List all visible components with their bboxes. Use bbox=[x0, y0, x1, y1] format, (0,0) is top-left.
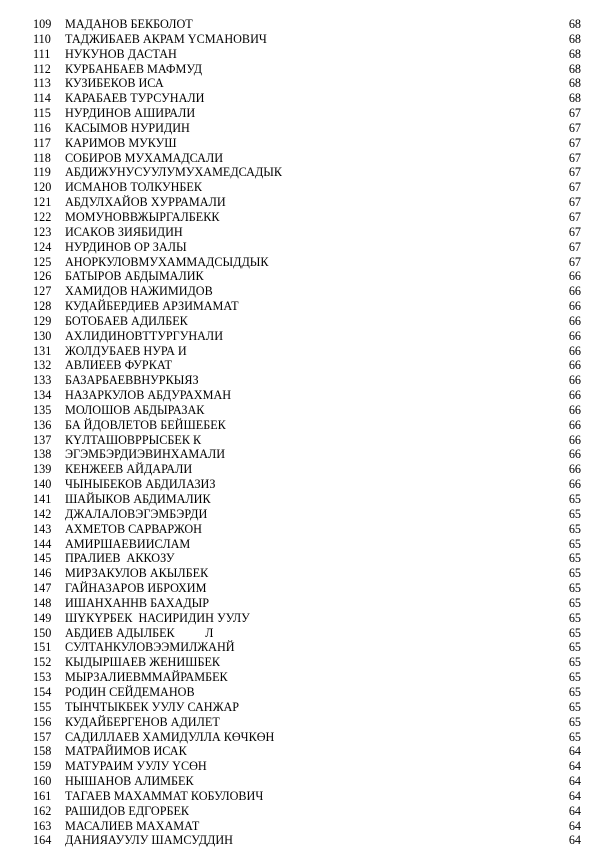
list-row bbox=[0, 804, 613, 819]
list-row bbox=[0, 551, 613, 566]
list-row bbox=[0, 329, 613, 344]
person-name: НУКУНОВ ДАСТАН bbox=[65, 46, 177, 61]
row-number: 150 bbox=[33, 625, 52, 640]
row-number: 136 bbox=[33, 417, 52, 432]
row-number: 126 bbox=[33, 269, 52, 284]
score-value: 65 bbox=[568, 521, 581, 536]
list-row bbox=[0, 91, 613, 106]
row-number: 144 bbox=[33, 536, 52, 551]
row-number: 119 bbox=[33, 165, 51, 180]
row-number: 157 bbox=[33, 729, 52, 744]
list-row bbox=[0, 640, 613, 655]
list-row bbox=[0, 700, 613, 715]
person-name: КУДАЙБЕРГЕНОВ АДИЛЕТ bbox=[65, 714, 220, 729]
list-row bbox=[0, 418, 613, 433]
row-number: 153 bbox=[33, 670, 52, 685]
list-row bbox=[0, 32, 613, 47]
person-name: НАЗАРКУЛОВ АБДУРАХМАН bbox=[65, 388, 232, 403]
score-value: 65 bbox=[568, 714, 581, 729]
list-row bbox=[0, 789, 613, 804]
list-row bbox=[0, 462, 613, 477]
list-row bbox=[0, 269, 613, 284]
row-number: 162 bbox=[33, 803, 52, 818]
person-name: МАТУРАИМ УУЛУ ҮСӨН bbox=[65, 759, 207, 774]
score-value: 65 bbox=[568, 595, 581, 610]
score-value: 66 bbox=[568, 417, 581, 432]
person-name: ТАДЖИБАЕВ АКРАМ ҮСМАНОВИЧ bbox=[65, 31, 267, 46]
score-value: 67 bbox=[568, 150, 581, 165]
list-row bbox=[0, 759, 613, 774]
person-name: СУЛТАНКУЛОВЭЭМИЛЖАНЙ bbox=[65, 640, 235, 655]
score-value: 64 bbox=[568, 788, 581, 803]
row-number: 112 bbox=[33, 61, 51, 76]
list-row bbox=[0, 225, 613, 240]
list-row bbox=[0, 240, 613, 255]
list-row bbox=[0, 670, 613, 685]
score-value: 66 bbox=[568, 313, 581, 328]
score-value: 65 bbox=[568, 566, 581, 581]
row-number: 125 bbox=[33, 254, 52, 269]
score-value: 67 bbox=[568, 180, 581, 195]
row-number: 120 bbox=[33, 180, 52, 195]
list-row bbox=[0, 76, 613, 91]
person-name: АХМЕТОВ САРВАРЖОН bbox=[65, 521, 202, 536]
list-row bbox=[0, 507, 613, 522]
score-value: 65 bbox=[568, 551, 581, 566]
score-value: 67 bbox=[568, 120, 581, 135]
list-row bbox=[0, 106, 613, 121]
list-row bbox=[0, 373, 613, 388]
person-name: БОТОБАЕВ АДИЛБЕК bbox=[65, 313, 188, 328]
person-name: МОЛОШОВ АБДЫРАЗАК bbox=[65, 402, 205, 417]
list-row bbox=[0, 492, 613, 507]
list-row bbox=[0, 433, 613, 448]
row-number: 159 bbox=[33, 759, 52, 774]
row-number: 124 bbox=[33, 239, 52, 254]
person-name: ШАЙЫКОВ АБДИМАЛИК bbox=[65, 492, 211, 506]
score-value: 66 bbox=[568, 402, 581, 417]
row-number: 147 bbox=[33, 581, 52, 596]
row-number: 131 bbox=[33, 343, 52, 358]
list-row bbox=[0, 715, 613, 730]
list-row bbox=[0, 833, 613, 848]
list-row bbox=[0, 819, 613, 834]
score-value: 64 bbox=[568, 833, 581, 848]
person-name: КУЗИБЕКОВ ИСА bbox=[65, 76, 164, 91]
score-value: 66 bbox=[568, 373, 581, 388]
person-name: КАРАБАЕВ ТУРСУНАЛИ bbox=[65, 91, 205, 106]
person-name: ШҮКҮРБЕК НАСИРИДИН УУЛУ bbox=[65, 610, 250, 625]
list-row bbox=[0, 522, 613, 537]
row-number: 133 bbox=[33, 373, 52, 388]
row-number: 158 bbox=[33, 744, 52, 759]
row-number: 116 bbox=[33, 120, 51, 135]
row-number: 151 bbox=[33, 640, 52, 655]
person-name: АБДИЖУНУСУУЛУМУХАМЕДСАДЫК bbox=[65, 165, 283, 180]
score-value: 65 bbox=[568, 506, 581, 521]
row-number: 154 bbox=[33, 684, 52, 699]
list-row bbox=[0, 62, 613, 77]
row-number: 113 bbox=[33, 76, 51, 91]
list-row bbox=[0, 626, 613, 641]
row-number: 148 bbox=[33, 595, 52, 610]
person-name: КУРБАНБАЕВ МАФМУД bbox=[65, 61, 203, 76]
person-name: НУРДИНОВ ОР ЗАЛЫ bbox=[65, 239, 187, 254]
person-name: НЫШАНОВ АЛИМБЕК bbox=[65, 774, 194, 789]
row-number: 127 bbox=[33, 284, 52, 299]
score-value: 64 bbox=[568, 818, 581, 833]
list-row bbox=[0, 210, 613, 225]
person-name: БАЗАРБАЕВВНУРКЫЯЗ bbox=[65, 373, 199, 388]
person-name: БА ЙДОВЛЕТОВ БЕЙШЕБЕК bbox=[65, 417, 226, 432]
list-row bbox=[0, 195, 613, 210]
person-name: НУРДИНОВ АШИРАЛИ bbox=[65, 106, 196, 121]
score-value: 66 bbox=[568, 299, 581, 314]
list-row bbox=[0, 344, 613, 359]
person-name: ИШАНХАННВ БАХАДЫР bbox=[65, 595, 210, 610]
person-name: БАТЫРОВ АБДЫМАЛИК bbox=[65, 269, 204, 284]
score-value: 68 bbox=[568, 46, 581, 61]
person-name: МАТРАЙИМОВ ИСАК bbox=[65, 744, 187, 759]
list-row bbox=[0, 165, 613, 180]
score-value: 64 bbox=[568, 759, 581, 774]
score-value: 65 bbox=[568, 699, 581, 714]
score-value: 66 bbox=[568, 477, 581, 492]
list-row bbox=[0, 744, 613, 759]
person-name: СОБИРОВ МУХАМАДСАЛИ bbox=[65, 150, 224, 165]
score-value: 67 bbox=[568, 106, 581, 121]
person-name: АБДИЕВ АДЫЛБЕК Л bbox=[65, 625, 214, 640]
row-number: 138 bbox=[33, 447, 52, 462]
score-value: 65 bbox=[568, 625, 581, 640]
score-value: 68 bbox=[568, 31, 581, 46]
row-number: 135 bbox=[33, 402, 52, 417]
person-name: АМИРШАЕВИИСЛАМ bbox=[65, 536, 191, 551]
row-number: 134 bbox=[33, 388, 52, 403]
score-value: 64 bbox=[568, 774, 581, 789]
person-name: КАСЫМОВ НУРИДИН bbox=[65, 120, 190, 135]
list-row bbox=[0, 17, 613, 32]
person-name: ИСМАНОВ ТОЛКУНБЕК bbox=[65, 180, 202, 195]
row-number: 139 bbox=[33, 462, 52, 477]
row-number: 161 bbox=[33, 788, 52, 803]
row-number: 123 bbox=[33, 224, 52, 239]
person-name: ДАНИЯАУУЛУ ШАМСУДДИН bbox=[65, 833, 233, 848]
row-number: 146 bbox=[33, 566, 52, 581]
person-name: КАРИМОВ МУКУШ bbox=[65, 135, 177, 150]
person-name: ИСАКОВ ЗИЯБИДИН bbox=[65, 224, 183, 239]
row-number: 141 bbox=[33, 492, 52, 506]
list-row bbox=[0, 403, 613, 418]
score-value: 66 bbox=[568, 447, 581, 462]
row-number: 140 bbox=[33, 477, 52, 492]
score-value: 64 bbox=[568, 803, 581, 818]
list-row bbox=[0, 596, 613, 611]
row-number: 163 bbox=[33, 818, 52, 833]
person-name: ДЖАЛАЛОВЭГЭМБЭРДИ bbox=[65, 506, 208, 521]
score-value: 65 bbox=[568, 684, 581, 699]
list-row bbox=[0, 358, 613, 373]
person-name: АБДУЛХАЙОВ ХУРРАМАЛИ bbox=[65, 195, 226, 210]
person-name: ЧЫНЫБЕКОВ АБДИЛАЗИЗ bbox=[65, 477, 216, 492]
person-name: РОДИН СЕЙДЕМАНОВ bbox=[65, 684, 195, 699]
row-number: 156 bbox=[33, 714, 52, 729]
row-number: 143 bbox=[33, 521, 52, 536]
row-number: 117 bbox=[33, 135, 51, 150]
person-name: КЫДЫРШАЕВ ЖЕНИШБЕК bbox=[65, 655, 221, 670]
person-name: ЖОЛДУБАЕВ НУРА И bbox=[65, 343, 187, 358]
row-number: 115 bbox=[33, 106, 51, 121]
score-value: 68 bbox=[568, 17, 581, 31]
list-row bbox=[0, 314, 613, 329]
score-value: 66 bbox=[568, 284, 581, 299]
row-number: 152 bbox=[33, 655, 52, 670]
row-number: 118 bbox=[33, 150, 51, 165]
row-number: 142 bbox=[33, 506, 52, 521]
list-row bbox=[0, 477, 613, 492]
score-value: 64 bbox=[568, 744, 581, 759]
row-number: 132 bbox=[33, 358, 52, 373]
list-row bbox=[0, 255, 613, 270]
score-value: 65 bbox=[568, 670, 581, 685]
person-name: ТЫНЧТЫКБЕК УУЛУ САНЖАР bbox=[65, 699, 240, 714]
person-name: МИРЗАКУЛОВ АКЫЛБЕК bbox=[65, 566, 209, 581]
row-number: 137 bbox=[33, 432, 52, 447]
person-name: КҮЛТАШОВРРЫСБЕК К bbox=[65, 432, 202, 447]
row-number: 145 bbox=[33, 551, 52, 566]
list-row bbox=[0, 537, 613, 552]
row-number: 114 bbox=[33, 91, 51, 106]
score-value: 65 bbox=[568, 492, 581, 506]
row-number: 128 bbox=[33, 299, 52, 314]
person-name: МАСАЛИЕВ МАХАМАТ bbox=[65, 818, 200, 833]
row-number: 111 bbox=[33, 46, 51, 61]
score-value: 68 bbox=[568, 76, 581, 91]
score-value: 65 bbox=[568, 610, 581, 625]
row-number: 110 bbox=[33, 31, 51, 46]
row-number: 129 bbox=[33, 313, 52, 328]
list-row bbox=[0, 299, 613, 314]
list-row bbox=[0, 388, 613, 403]
score-value: 66 bbox=[568, 432, 581, 447]
score-value: 68 bbox=[568, 61, 581, 76]
person-name: ГАЙНАЗАРОВ ИБРОХИМ bbox=[65, 581, 207, 596]
score-value: 65 bbox=[568, 581, 581, 596]
score-value: 67 bbox=[568, 165, 581, 180]
score-value: 67 bbox=[568, 254, 581, 269]
score-value: 67 bbox=[568, 239, 581, 254]
list-row bbox=[0, 447, 613, 462]
person-name: КУДАЙБЕРДИЕВ АРЗИМАМАТ bbox=[65, 299, 239, 314]
score-value: 67 bbox=[568, 195, 581, 210]
list-row bbox=[0, 180, 613, 195]
person-name: САДИЛЛАЕВ ХАМИДУЛЛА КӨЧКӨН bbox=[65, 729, 275, 744]
row-number: 160 bbox=[33, 774, 52, 789]
person-name: ПРАЛИЕВ АККОЗУ bbox=[65, 551, 175, 566]
score-value: 66 bbox=[568, 343, 581, 358]
person-name: КЕНЖЕЕВ АЙДАРАЛИ bbox=[65, 462, 193, 477]
row-number: 130 bbox=[33, 328, 52, 343]
list-row bbox=[0, 47, 613, 62]
list-row bbox=[0, 685, 613, 700]
ranking-list bbox=[0, 17, 613, 848]
list-row bbox=[0, 566, 613, 581]
person-name: ХАМИДОВ НАЖИМИДОВ bbox=[65, 284, 213, 299]
score-value: 67 bbox=[568, 209, 581, 224]
list-row bbox=[0, 581, 613, 596]
score-value: 66 bbox=[568, 358, 581, 373]
list-row bbox=[0, 774, 613, 789]
score-value: 65 bbox=[568, 655, 581, 670]
list-row bbox=[0, 730, 613, 745]
list-row bbox=[0, 136, 613, 151]
row-number: 155 bbox=[33, 699, 52, 714]
person-name: АХЛИДИНОВТТУРГУНАЛИ bbox=[65, 328, 223, 343]
person-name: ЭГЭМБЭРДИЭВИНХАМАЛИ bbox=[65, 447, 226, 462]
row-number: 122 bbox=[33, 209, 52, 224]
score-value: 65 bbox=[568, 640, 581, 655]
score-value: 66 bbox=[568, 462, 581, 477]
score-value: 67 bbox=[568, 224, 581, 239]
person-name: ТАГАЕВ МАХАММАТ КОБУЛОВИЧ bbox=[65, 788, 264, 803]
person-name: МОМУНОВВЖЫРГАЛБЕКК bbox=[65, 209, 220, 224]
person-name: АНОРКУЛОВМУХАММАДСЫДДЫК bbox=[65, 254, 269, 269]
score-value: 68 bbox=[568, 91, 581, 106]
list-row bbox=[0, 284, 613, 299]
list-row bbox=[0, 121, 613, 136]
score-value: 65 bbox=[568, 729, 581, 744]
person-name: РАШИДОВ ЕДГОРБЕК bbox=[65, 803, 190, 818]
score-value: 67 bbox=[568, 135, 581, 150]
score-value: 66 bbox=[568, 388, 581, 403]
row-number: 121 bbox=[33, 195, 52, 210]
list-row bbox=[0, 655, 613, 670]
score-value: 65 bbox=[568, 536, 581, 551]
list-row bbox=[0, 151, 613, 166]
row-number: 164 bbox=[33, 833, 52, 848]
row-number: 149 bbox=[33, 610, 52, 625]
list-row bbox=[0, 611, 613, 626]
score-value: 66 bbox=[568, 269, 581, 284]
person-name: МАДАНОВ БЕКБОЛОТ bbox=[65, 17, 193, 31]
person-name: АВЛИЕЕВ ФУРКАТ bbox=[65, 358, 173, 373]
row-number: 109 bbox=[33, 17, 52, 31]
person-name: МЫРЗАЛИЕВММАЙРАМБЕК bbox=[65, 670, 228, 685]
score-value: 66 bbox=[568, 328, 581, 343]
